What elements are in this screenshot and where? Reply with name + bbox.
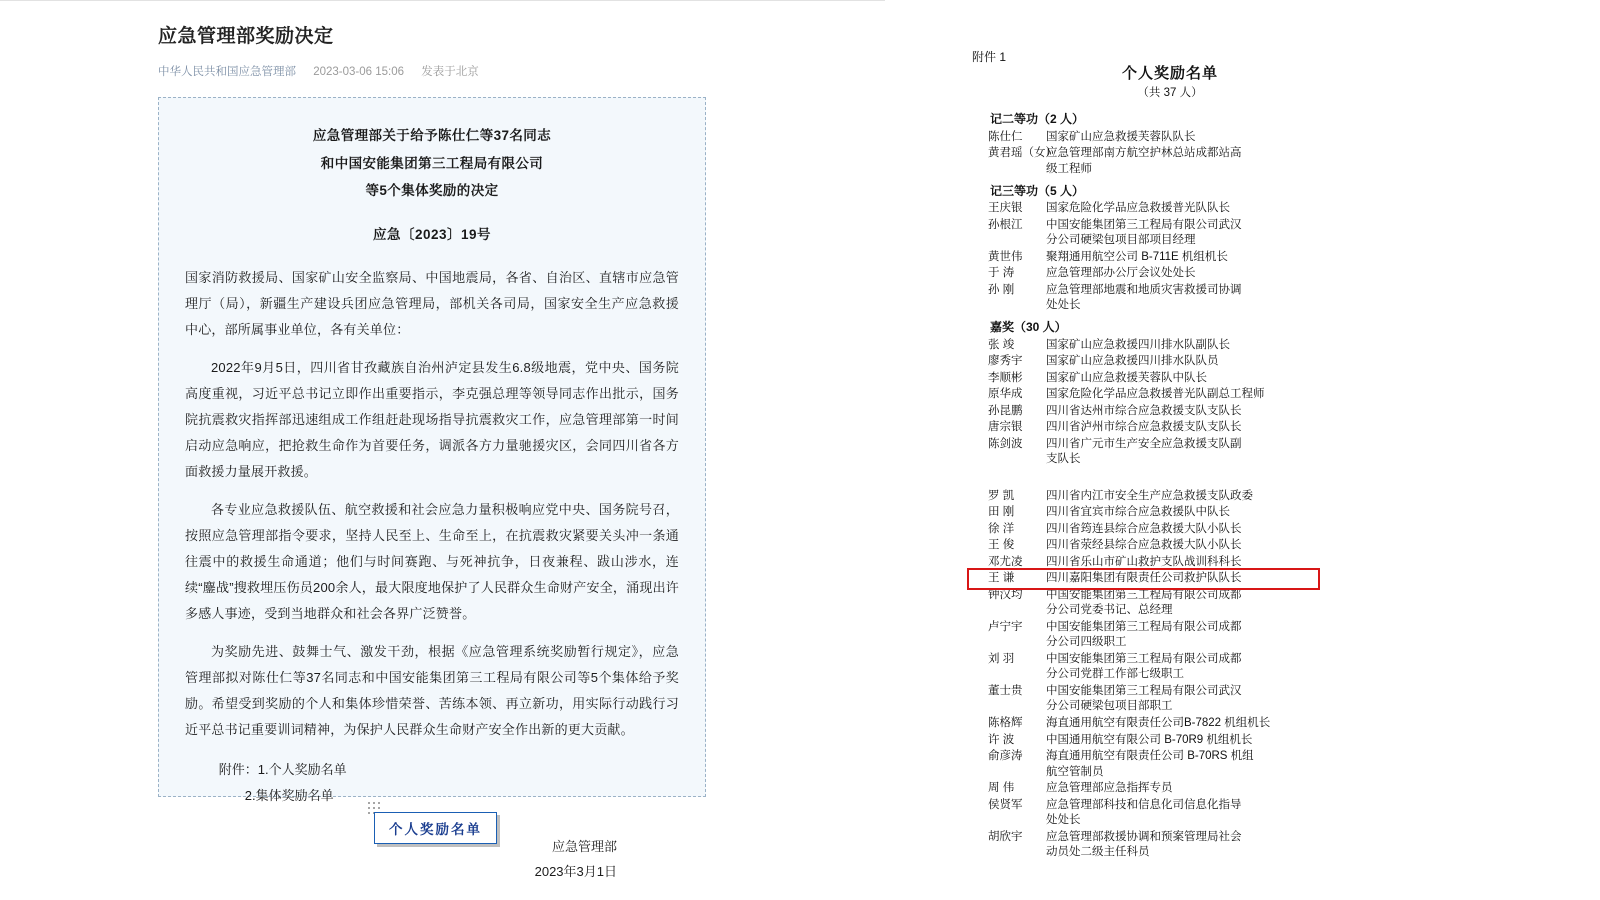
award-group-heading: 记二等功（2 人） xyxy=(990,112,1085,126)
award-recipient-org: 应急管理部南方航空护林总站成都站高 级工程师 xyxy=(1046,147,1242,175)
award-recipient-org: 中国通用航空有限公司 B-70R9 机组机长 xyxy=(1046,733,1253,746)
award-group-heading: 嘉奖（30 人） xyxy=(990,320,1067,335)
award-row xyxy=(970,354,1590,371)
attachment-label: 附件 1 xyxy=(972,50,1007,64)
award-recipient-name: 原华成 xyxy=(988,388,1023,401)
award-recipient-name: 刘 羽 xyxy=(988,652,1015,665)
doc-sign-date: 2023年3月1日 xyxy=(534,863,617,879)
award-recipient-org: 国家矿山应急救援四川排水队副队长 xyxy=(1046,338,1230,351)
award-row-highlighted xyxy=(970,571,1317,588)
floating-attachment-control[interactable] xyxy=(368,806,508,840)
award-recipient-name: 李顺彬 xyxy=(988,371,1023,384)
award-row xyxy=(970,554,1590,571)
award-recipient-org: 应急管理部应急指挥专员 xyxy=(1046,782,1173,795)
top-divider xyxy=(0,0,885,1)
award-recipient-org: 应急管理部地震和地质灾害救援司协调 处处长 xyxy=(1046,283,1242,312)
award-recipient-name: 周 伟 xyxy=(988,782,1015,795)
award-recipient-name: 孙 刚 xyxy=(988,283,1015,296)
award-recipient-org: 四川省乐山市矿山救护支队战训科科长 xyxy=(1046,555,1242,568)
award-group-heading: 记三等功（5 人） xyxy=(990,183,1085,198)
award-recipient-name: 王 谦 xyxy=(988,572,1015,585)
award-recipient-name: 张 竣 xyxy=(988,338,1015,351)
award-recipient-name: 王 俊 xyxy=(988,539,1015,552)
award-recipient-name: 邓尤凌 xyxy=(988,555,1023,568)
award-recipient-name: 董士贵 xyxy=(988,684,1023,697)
award-recipient-name: 钟汉均 xyxy=(988,588,1023,601)
award-recipient-org: 四川省广元市生产安全应急救援支队副 支队长 xyxy=(1046,437,1242,466)
attachment-title: 个人奖励名单 xyxy=(1121,65,1218,82)
award-recipient-org: 国家矿山应急救援四川排水队队员 xyxy=(1046,355,1219,368)
award-recipient-org: 国家危险化学品应急救援普光队队长 xyxy=(1046,202,1230,215)
award-row xyxy=(970,266,1590,283)
award-recipient-org: 四川嘉阳集团有限责任公司救护队队长 xyxy=(1046,572,1242,585)
award-row xyxy=(970,488,1590,505)
award-list xyxy=(970,106,1590,861)
award-row xyxy=(970,651,1590,683)
award-row xyxy=(970,716,1590,733)
award-recipient-org: 国家矿山应急救援芙蓉队中队长 xyxy=(1046,371,1207,384)
award-recipient-org: 四川省内江市安全生产应急救援支队政委 xyxy=(1046,489,1253,502)
award-row xyxy=(970,337,1590,354)
doc-heading-line-2: 和中国安能集团第三工程局有限公司 xyxy=(320,155,544,171)
doc-paragraph-4: 为奖励先进、鼓舞士气、激发干劲，根据《应急管理系统奖励暂行规定》，应急管理部拟对陈仕仁等37名同志和中国安能集团第三工程局有限公司等5个集体给予奖励。希望受到奖励的个人和集体珍惜荣誉、苦练本领、再立新功，用实际行动践行习近平总书记重要训词精神，为保护人民群众生命财产安全作出新的更大贡献。 xyxy=(185,644,679,738)
attachment-pane xyxy=(960,0,1600,900)
award-recipient-org: 应急管理部科技和信息化司信息化指导 处处长 xyxy=(1046,798,1242,827)
award-recipient-org: 中国安能集团第三工程局有限公司武汉 分公司硬梁包项目部项目经理 xyxy=(1046,218,1242,247)
award-recipient-org: 国家矿山应急救援芙蓉队队长 xyxy=(1046,130,1196,143)
doc-paragraph-2: 2022年9月5日，四川省甘孜藏族自治州泸定县发生6.8级地震，党中央、国务院高度重视，习近平总书记立即作出重要指示，李克强总理等领导同志作出批示，国务院抗震救灾指挥部迅速组成工作组赶赴现场指导抗震救灾工作，应急管理部第一时间启动应急响应，把抢救生命作为首要任务，调派各方力量驰援灾区，会同四川省各方面救援力量展开救援。 xyxy=(185,360,679,480)
award-recipient-name: 孙昆鹏 xyxy=(988,404,1023,417)
award-recipient-org: 应急管理部办公厅会议处处长 xyxy=(1046,267,1196,280)
award-recipient-org: 四川省宜宾市综合应急救援队中队长 xyxy=(1046,506,1230,519)
award-row xyxy=(970,505,1590,522)
award-recipient-name: 黄君瑶（女） xyxy=(988,147,1057,160)
award-row xyxy=(970,732,1590,749)
award-recipient-org: 海直通用航空有限责任公司B-7822 机组机长 xyxy=(1046,717,1271,729)
award-recipient-name: 俞彦涛 xyxy=(988,750,1023,763)
award-recipient-name: 陈剑波 xyxy=(988,437,1023,450)
award-row xyxy=(970,749,1590,781)
award-row xyxy=(970,619,1590,651)
award-recipient-name: 孙根江 xyxy=(988,218,1023,231)
award-row xyxy=(970,436,1590,468)
award-recipient-org: 应急管理部救援协调和预案管理局社会 动员处二级主任科员 xyxy=(1046,830,1242,859)
article-header xyxy=(158,24,718,95)
award-recipient-name: 廖秀宇 xyxy=(988,355,1023,368)
personal-award-list-button[interactable]: 个人奖励名单 xyxy=(374,812,497,844)
award-recipient-name: 唐宗银 xyxy=(988,421,1023,434)
article-datetime: 2023-03-06 15:06 xyxy=(313,65,405,78)
award-row xyxy=(970,797,1590,829)
award-recipient-org: 中国安能集团第三工程局有限公司武汉 分公司硬梁包项目部职工 xyxy=(1046,684,1242,713)
award-recipient-org: 四川省达州市综合应急救援支队支队长 xyxy=(1046,404,1242,417)
award-recipient-org: 中国安能集团第三工程局有限公司成都 分公司党群工作部七级职工 xyxy=(1046,652,1242,681)
award-recipient-org: 四川省筠连县综合应急救援大队小队长 xyxy=(1046,522,1242,535)
award-row xyxy=(970,387,1590,404)
award-row xyxy=(970,521,1590,538)
award-row xyxy=(970,829,1590,861)
award-recipient-name: 徐 洋 xyxy=(988,522,1015,535)
article-source: 中华人民共和国应急管理部 xyxy=(158,65,296,78)
doc-number: 应急〔2023〕19号 xyxy=(372,227,492,243)
award-row xyxy=(970,146,1590,178)
award-row xyxy=(970,420,1590,437)
award-recipient-name: 罗 凯 xyxy=(988,489,1015,502)
award-row xyxy=(970,403,1590,420)
page-title: 应急管理部奖励决定 xyxy=(158,26,334,47)
award-recipient-name: 王庆银 xyxy=(988,202,1023,215)
award-recipient-name: 陈格辉 xyxy=(988,717,1023,729)
award-recipient-org: 四川省荥经县综合应急救援大队小队长 xyxy=(1046,539,1242,552)
doc-heading-line-1: 应急管理部关于给予陈仕仁等37名同志 xyxy=(312,128,552,143)
award-row xyxy=(970,587,1590,619)
award-row xyxy=(970,538,1590,555)
award-recipient-name: 于 涛 xyxy=(988,267,1015,280)
award-row xyxy=(970,781,1590,798)
award-row xyxy=(970,249,1590,266)
award-row xyxy=(970,683,1590,715)
award-row xyxy=(970,201,1590,218)
award-recipient-name: 黄世伟 xyxy=(988,250,1023,263)
award-recipient-name: 田 刚 xyxy=(988,506,1015,519)
doc-paragraph-3: 各专业应急救援队伍、航空救援和社会应急力量积极响应党中央、国务院号召，按照应急管理部指令要求，坚持人民至上、生命至上，在抗震救灾紧要关头冲一条通往震中的救援生命通道；他们与时间赛跑、与死神抗争，日夜兼程、跋山涉水，连续“鏖战”搜救埋压伤员200余人，最大限度地保护了人民群众生命财产安全，涌现出许多感人事迹，受到当地群众和社会各界广泛赞誉。 xyxy=(185,502,679,622)
official-document xyxy=(158,97,706,879)
award-recipient-name: 侯贤军 xyxy=(988,798,1023,811)
award-recipient-name: 陈仕仁 xyxy=(988,130,1023,143)
award-recipient-org: 海直通用航空有限责任公司 B-70RS 机组 航空管制员 xyxy=(1046,750,1254,778)
award-recipient-name: 卢宁宇 xyxy=(988,620,1023,633)
award-row xyxy=(970,370,1590,387)
award-row xyxy=(970,217,1590,249)
article-meta xyxy=(158,63,718,79)
award-recipient-org: 中国安能集团第三工程局有限公司成都 分公司四级职工 xyxy=(1046,620,1242,649)
list-spacer xyxy=(970,468,1590,488)
doc-sign-org: 应急管理部 xyxy=(551,839,617,855)
doc-attachment-line-2: 2.集体奖励名单 xyxy=(244,788,334,804)
award-recipient-name: 许 波 xyxy=(988,733,1015,746)
award-recipient-org: 国家危险化学品应急救援普光队副总工程师 xyxy=(1046,388,1265,401)
award-recipient-org: 中国安能集团第三工程局有限公司成都 分公司党委书记、总经理 xyxy=(1046,588,1242,617)
doc-heading-line-3: 等5个集体奖励的决定 xyxy=(365,183,499,199)
award-recipient-name: 胡欣宇 xyxy=(988,830,1023,843)
attachment-subtitle: （共 37 人） xyxy=(1137,87,1203,99)
award-recipient-org: 四川省泸州市综合应急救援支队支队长 xyxy=(1046,421,1242,434)
award-recipient-org: 聚翔通用航空公司 B-711E 机组机长 xyxy=(1046,250,1228,263)
award-row xyxy=(970,282,1590,314)
doc-paragraph-1: 国家消防救援局、国家矿山安全监察局、中国地震局，各省、自治区、直辖市应急管理厅（局），新疆生产建设兵团应急管理局，部机关各司局，国家安全生产应急救援中心，部所属事业单位，各有关单位： xyxy=(185,270,679,338)
article-location: 发表于北京 xyxy=(421,65,479,78)
award-row xyxy=(970,129,1590,146)
doc-attachment-line-1: 附件：1.个人奖励名单 xyxy=(218,762,347,778)
